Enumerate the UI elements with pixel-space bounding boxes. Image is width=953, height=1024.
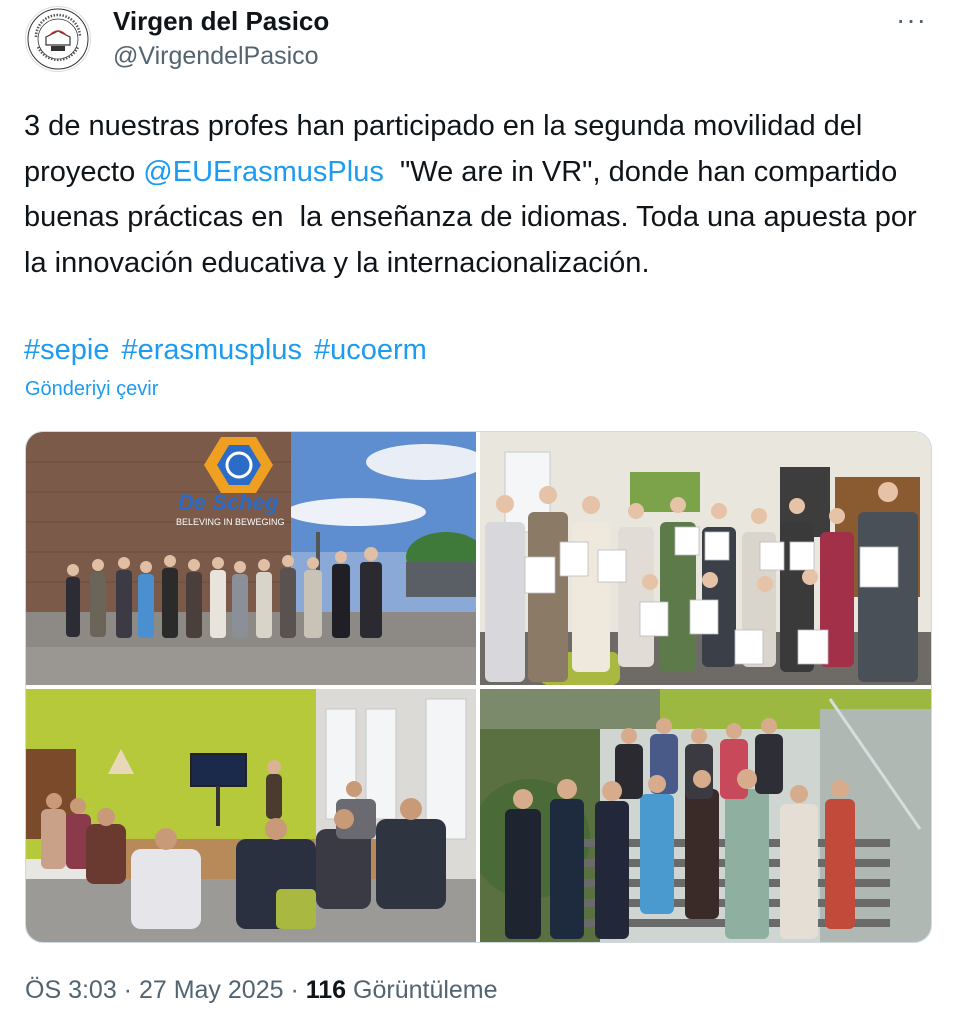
photo-group-with-certificates[interactable]	[480, 432, 931, 685]
tweet-text	[24, 104, 929, 286]
author-name[interactable]: Virgen del Pasico	[113, 6, 330, 36]
photo1-sign-text: De Scheg	[178, 490, 279, 515]
hashtag-link[interactable]: #sepie	[24, 334, 110, 366]
tweet-time[interactable]: ÖS 3:03	[25, 976, 117, 1004]
photo-classroom-meeting[interactable]	[26, 689, 476, 942]
translate-post-link[interactable]: Gönderiyi çevir	[25, 378, 159, 400]
hashtag-link[interactable]: #ucoerm	[314, 334, 427, 366]
media-grid	[25, 431, 932, 943]
school-crest-logo-icon	[26, 7, 90, 71]
photo1-sign-subtext: BELEVING IN BEWEGING	[176, 517, 285, 527]
tweet-text-part2: "We are in VR", donde han compartido buenas prácticas en la enseñanza de idiomas. Toda una apuesta por la innovación educativa y la internacionalización.	[24, 155, 925, 279]
more-options-button[interactable]: ···	[896, 4, 927, 35]
hashtag-link[interactable]: #erasmusplus	[121, 334, 302, 366]
tweet-meta	[25, 976, 498, 1005]
meta-separator: ·	[283, 976, 306, 1004]
tweet-text-part1: 3 de nuestras profes han participado en la segunda movilidad del proyecto	[24, 110, 871, 188]
author-handle[interactable]: @VirgendelPasico	[113, 42, 319, 70]
avatar[interactable]	[25, 6, 91, 72]
hashtag-list	[24, 328, 439, 373]
tweet-date[interactable]: 27 May 2025	[138, 976, 284, 1004]
photo-group-on-stairs[interactable]	[480, 689, 931, 942]
views-count: 116	[305, 976, 347, 1004]
mention-link[interactable]: @EUErasmusPlus	[143, 155, 384, 188]
views-label: Görüntüleme	[353, 976, 498, 1004]
photo-group-outside-building[interactable]	[26, 432, 476, 685]
meta-separator: ·	[116, 976, 139, 1004]
